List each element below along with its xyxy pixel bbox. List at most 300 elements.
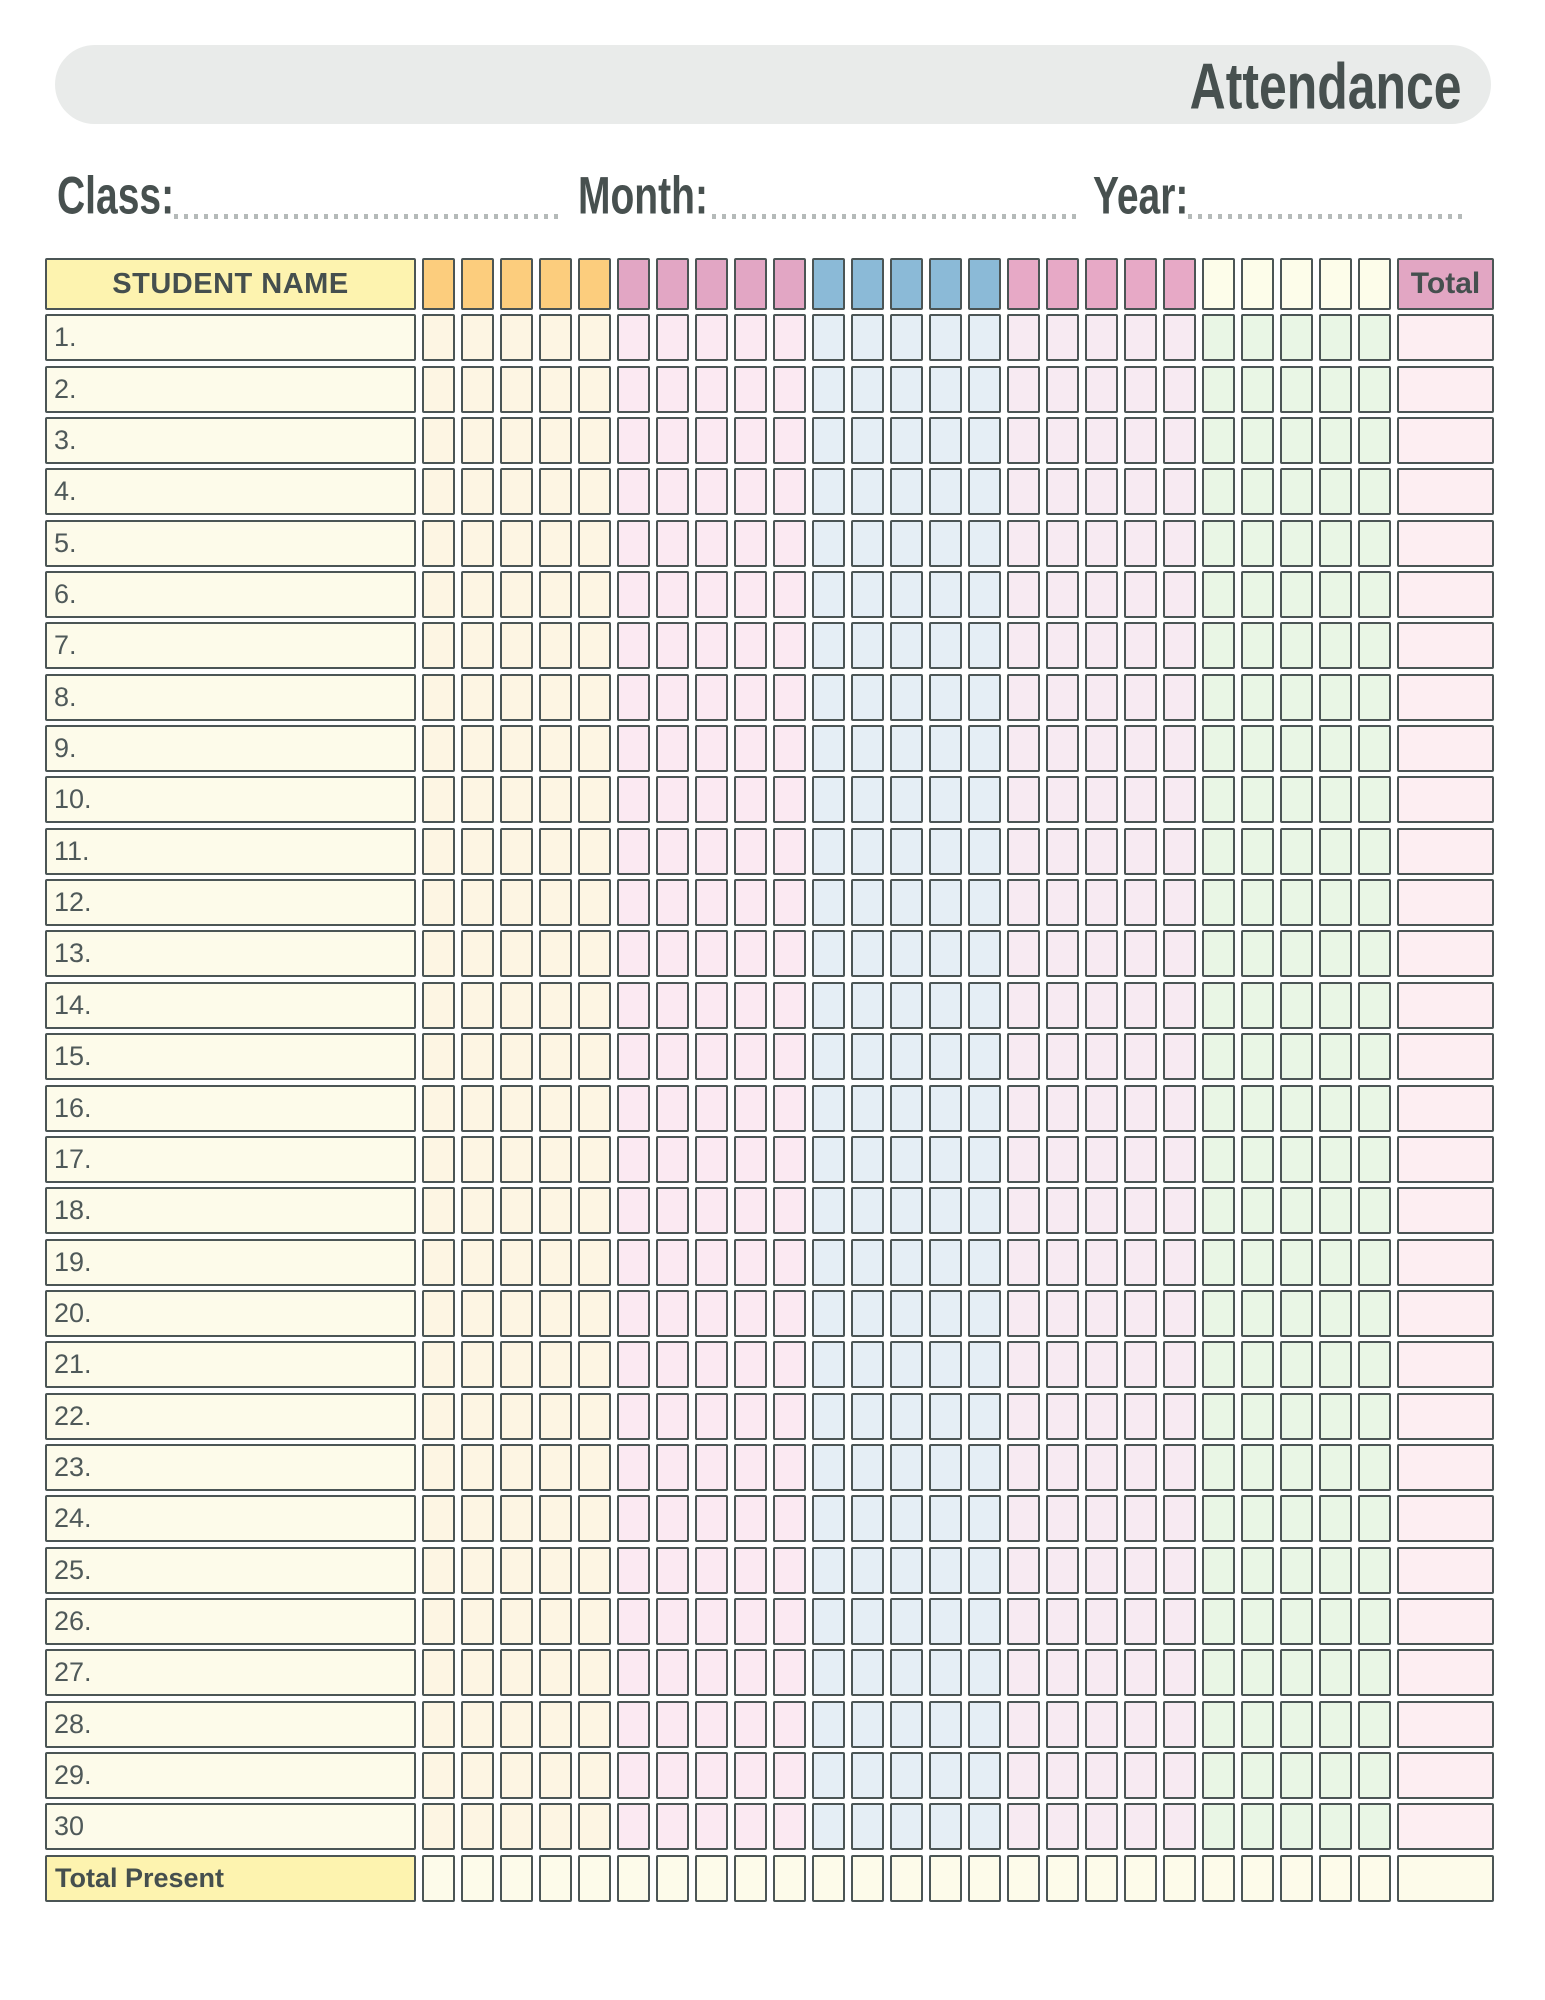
attendance-cell[interactable] (656, 1085, 689, 1132)
attendance-cell[interactable] (1046, 776, 1079, 823)
attendance-cell[interactable] (1124, 1341, 1157, 1388)
attendance-cell[interactable] (929, 1085, 962, 1132)
attendance-cell[interactable] (1280, 930, 1313, 977)
attendance-cell[interactable] (1319, 1187, 1352, 1234)
attendance-cell[interactable] (1358, 1444, 1391, 1491)
attendance-cell[interactable] (851, 1495, 884, 1542)
attendance-cell[interactable] (617, 1444, 650, 1491)
attendance-cell[interactable] (1124, 1701, 1157, 1748)
attendance-cell[interactable] (968, 1033, 1001, 1080)
attendance-cell[interactable] (968, 1547, 1001, 1594)
student-name-cell[interactable] (45, 1649, 416, 1696)
attendance-cell[interactable] (695, 1803, 728, 1850)
attendance-cell[interactable] (617, 1033, 650, 1080)
attendance-cell[interactable] (851, 1136, 884, 1183)
attendance-cell[interactable] (1319, 1701, 1352, 1748)
total-present-cell[interactable] (734, 1855, 767, 1902)
attendance-cell[interactable] (851, 1290, 884, 1337)
attendance-cell[interactable] (968, 468, 1001, 515)
attendance-cell[interactable] (1202, 1393, 1235, 1440)
attendance-cell[interactable] (1202, 1033, 1235, 1080)
attendance-cell[interactable] (1319, 1444, 1352, 1491)
attendance-cell[interactable] (890, 725, 923, 772)
attendance-cell[interactable] (734, 1085, 767, 1132)
attendance-cell[interactable] (1163, 1187, 1196, 1234)
attendance-cell[interactable] (812, 1598, 845, 1645)
attendance-cell[interactable] (1085, 1803, 1118, 1850)
attendance-cell[interactable] (617, 571, 650, 618)
attendance-cell[interactable] (500, 1598, 533, 1645)
attendance-cell[interactable] (695, 1290, 728, 1337)
attendance-cell[interactable] (539, 1701, 572, 1748)
attendance-cell[interactable] (734, 1803, 767, 1850)
attendance-cell[interactable] (734, 879, 767, 926)
student-name-cell[interactable] (45, 1290, 416, 1337)
attendance-cell[interactable] (812, 1495, 845, 1542)
month-field-line[interactable] (712, 214, 1078, 219)
total-cell[interactable] (1397, 879, 1494, 926)
attendance-cell[interactable] (422, 1290, 455, 1337)
attendance-cell[interactable] (1124, 1547, 1157, 1594)
attendance-cell[interactable] (1241, 1547, 1274, 1594)
attendance-cell[interactable] (1358, 1495, 1391, 1542)
attendance-cell[interactable] (1085, 520, 1118, 567)
attendance-cell[interactable] (461, 468, 494, 515)
attendance-cell[interactable] (734, 520, 767, 567)
total-cell[interactable] (1397, 725, 1494, 772)
attendance-cell[interactable] (617, 1495, 650, 1542)
student-name-cell[interactable] (45, 468, 416, 515)
total-cell[interactable] (1397, 417, 1494, 464)
attendance-cell[interactable] (812, 982, 845, 1029)
attendance-cell[interactable] (578, 776, 611, 823)
attendance-cell[interactable] (539, 776, 572, 823)
attendance-cell[interactable] (1241, 674, 1274, 721)
attendance-cell[interactable] (1319, 571, 1352, 618)
attendance-cell[interactable] (734, 1341, 767, 1388)
attendance-cell[interactable] (1280, 982, 1313, 1029)
attendance-cell[interactable] (851, 828, 884, 875)
attendance-cell[interactable] (617, 1803, 650, 1850)
attendance-cell[interactable] (1007, 520, 1040, 567)
attendance-cell[interactable] (422, 1239, 455, 1286)
attendance-cell[interactable] (1124, 776, 1157, 823)
attendance-cell[interactable] (929, 622, 962, 669)
attendance-cell[interactable] (500, 622, 533, 669)
attendance-cell[interactable] (422, 1187, 455, 1234)
attendance-cell[interactable] (1124, 1393, 1157, 1440)
total-present-cell[interactable] (1241, 1855, 1274, 1902)
attendance-cell[interactable] (656, 314, 689, 361)
attendance-cell[interactable] (1202, 1290, 1235, 1337)
attendance-cell[interactable] (968, 776, 1001, 823)
attendance-cell[interactable] (1124, 1239, 1157, 1286)
attendance-cell[interactable] (500, 417, 533, 464)
attendance-cell[interactable] (890, 622, 923, 669)
attendance-cell[interactable] (1202, 1341, 1235, 1388)
attendance-cell[interactable] (968, 1393, 1001, 1440)
attendance-cell[interactable] (1124, 1752, 1157, 1799)
attendance-cell[interactable] (851, 776, 884, 823)
attendance-cell[interactable] (1007, 1341, 1040, 1388)
attendance-cell[interactable] (1007, 1239, 1040, 1286)
attendance-cell[interactable] (1319, 1495, 1352, 1542)
attendance-cell[interactable] (1124, 1444, 1157, 1491)
attendance-cell[interactable] (539, 930, 572, 977)
attendance-cell[interactable] (578, 1444, 611, 1491)
attendance-cell[interactable] (968, 1649, 1001, 1696)
attendance-cell[interactable] (1202, 520, 1235, 567)
attendance-cell[interactable] (734, 1136, 767, 1183)
attendance-cell[interactable] (1085, 879, 1118, 926)
attendance-cell[interactable] (1007, 1649, 1040, 1696)
attendance-cell[interactable] (929, 520, 962, 567)
attendance-cell[interactable] (812, 468, 845, 515)
attendance-cell[interactable] (617, 725, 650, 772)
attendance-cell[interactable] (1319, 674, 1352, 721)
attendance-cell[interactable] (1319, 828, 1352, 875)
attendance-cell[interactable] (1046, 1393, 1079, 1440)
attendance-cell[interactable] (422, 622, 455, 669)
attendance-cell[interactable] (695, 1393, 728, 1440)
attendance-cell[interactable] (773, 1444, 806, 1491)
total-present-cell[interactable] (617, 1855, 650, 1902)
attendance-cell[interactable] (1241, 1598, 1274, 1645)
attendance-cell[interactable] (539, 1495, 572, 1542)
attendance-cell[interactable] (500, 982, 533, 1029)
attendance-cell[interactable] (851, 468, 884, 515)
attendance-cell[interactable] (968, 1187, 1001, 1234)
attendance-cell[interactable] (656, 468, 689, 515)
attendance-cell[interactable] (1280, 1547, 1313, 1594)
attendance-cell[interactable] (1085, 1701, 1118, 1748)
attendance-cell[interactable] (812, 1341, 845, 1388)
attendance-cell[interactable] (539, 1239, 572, 1286)
attendance-cell[interactable] (1163, 1803, 1196, 1850)
attendance-cell[interactable] (1358, 725, 1391, 772)
attendance-cell[interactable] (617, 776, 650, 823)
attendance-cell[interactable] (695, 982, 728, 1029)
attendance-cell[interactable] (1358, 1033, 1391, 1080)
attendance-cell[interactable] (1163, 674, 1196, 721)
attendance-cell[interactable] (1280, 1085, 1313, 1132)
attendance-cell[interactable] (968, 1598, 1001, 1645)
attendance-cell[interactable] (539, 1085, 572, 1132)
attendance-cell[interactable] (734, 1393, 767, 1440)
attendance-cell[interactable] (422, 1752, 455, 1799)
attendance-cell[interactable] (539, 314, 572, 361)
attendance-cell[interactable] (461, 1495, 494, 1542)
attendance-cell[interactable] (539, 1393, 572, 1440)
attendance-cell[interactable] (539, 1341, 572, 1388)
attendance-cell[interactable] (1163, 1290, 1196, 1337)
attendance-cell[interactable] (461, 417, 494, 464)
total-cell[interactable] (1397, 1393, 1494, 1440)
attendance-cell[interactable] (539, 982, 572, 1029)
student-name-cell[interactable] (45, 982, 416, 1029)
attendance-cell[interactable] (929, 1701, 962, 1748)
attendance-cell[interactable] (1202, 1598, 1235, 1645)
attendance-cell[interactable] (500, 1393, 533, 1440)
attendance-cell[interactable] (773, 468, 806, 515)
attendance-cell[interactable] (890, 1239, 923, 1286)
attendance-cell[interactable] (851, 1444, 884, 1491)
attendance-cell[interactable] (812, 725, 845, 772)
attendance-cell[interactable] (929, 930, 962, 977)
attendance-cell[interactable] (617, 1547, 650, 1594)
total-cell[interactable] (1397, 1033, 1494, 1080)
attendance-cell[interactable] (617, 1341, 650, 1388)
attendance-cell[interactable] (656, 1136, 689, 1183)
student-name-cell[interactable] (45, 1803, 416, 1850)
attendance-cell[interactable] (1319, 622, 1352, 669)
attendance-cell[interactable] (929, 1033, 962, 1080)
attendance-cell[interactable] (500, 314, 533, 361)
attendance-cell[interactable] (1124, 982, 1157, 1029)
attendance-cell[interactable] (656, 1033, 689, 1080)
attendance-cell[interactable] (812, 314, 845, 361)
attendance-cell[interactable] (1163, 1393, 1196, 1440)
attendance-cell[interactable] (1319, 930, 1352, 977)
attendance-cell[interactable] (851, 1393, 884, 1440)
attendance-cell[interactable] (461, 828, 494, 875)
attendance-cell[interactable] (578, 1136, 611, 1183)
attendance-cell[interactable] (1358, 1085, 1391, 1132)
attendance-cell[interactable] (812, 1752, 845, 1799)
total-cell[interactable] (1397, 1803, 1494, 1850)
attendance-cell[interactable] (500, 520, 533, 567)
attendance-cell[interactable] (851, 1701, 884, 1748)
attendance-cell[interactable] (1319, 1752, 1352, 1799)
attendance-cell[interactable] (1007, 1752, 1040, 1799)
attendance-cell[interactable] (1319, 1136, 1352, 1183)
attendance-cell[interactable] (1241, 622, 1274, 669)
attendance-cell[interactable] (890, 1444, 923, 1491)
attendance-cell[interactable] (422, 776, 455, 823)
attendance-cell[interactable] (1007, 1547, 1040, 1594)
attendance-cell[interactable] (1202, 417, 1235, 464)
attendance-cell[interactable] (734, 1752, 767, 1799)
total-cell[interactable] (1397, 1649, 1494, 1696)
attendance-cell[interactable] (578, 417, 611, 464)
student-name-cell[interactable] (45, 622, 416, 669)
attendance-cell[interactable] (1202, 725, 1235, 772)
attendance-cell[interactable] (1280, 314, 1313, 361)
attendance-cell[interactable] (968, 314, 1001, 361)
attendance-cell[interactable] (1358, 622, 1391, 669)
attendance-cell[interactable] (851, 879, 884, 926)
attendance-cell[interactable] (578, 1752, 611, 1799)
attendance-cell[interactable] (1163, 725, 1196, 772)
attendance-cell[interactable] (734, 776, 767, 823)
attendance-cell[interactable] (656, 1803, 689, 1850)
attendance-cell[interactable] (968, 520, 1001, 567)
attendance-cell[interactable] (890, 1547, 923, 1594)
attendance-cell[interactable] (1280, 879, 1313, 926)
attendance-cell[interactable] (656, 828, 689, 875)
attendance-cell[interactable] (851, 622, 884, 669)
attendance-cell[interactable] (578, 1085, 611, 1132)
attendance-cell[interactable] (422, 1598, 455, 1645)
attendance-cell[interactable] (851, 314, 884, 361)
attendance-cell[interactable] (539, 1033, 572, 1080)
attendance-cell[interactable] (968, 1495, 1001, 1542)
attendance-cell[interactable] (539, 1444, 572, 1491)
attendance-cell[interactable] (1280, 725, 1313, 772)
attendance-cell[interactable] (734, 366, 767, 413)
attendance-cell[interactable] (1124, 366, 1157, 413)
total-present-cell[interactable] (890, 1855, 923, 1902)
total-cell[interactable] (1397, 1752, 1494, 1799)
attendance-cell[interactable] (1202, 879, 1235, 926)
attendance-cell[interactable] (773, 1803, 806, 1850)
attendance-cell[interactable] (1319, 1239, 1352, 1286)
attendance-cell[interactable] (578, 366, 611, 413)
attendance-cell[interactable] (1202, 776, 1235, 823)
attendance-cell[interactable] (968, 1239, 1001, 1286)
attendance-cell[interactable] (968, 1444, 1001, 1491)
attendance-cell[interactable] (1124, 674, 1157, 721)
attendance-cell[interactable] (1319, 1033, 1352, 1080)
total-cell[interactable] (1397, 1239, 1494, 1286)
attendance-cell[interactable] (1046, 571, 1079, 618)
attendance-cell[interactable] (929, 1444, 962, 1491)
attendance-cell[interactable] (461, 1547, 494, 1594)
attendance-cell[interactable] (461, 776, 494, 823)
attendance-cell[interactable] (1085, 1547, 1118, 1594)
class-field-line[interactable] (174, 214, 564, 219)
attendance-cell[interactable] (734, 1598, 767, 1645)
total-present-cell[interactable] (812, 1855, 845, 1902)
attendance-cell[interactable] (539, 520, 572, 567)
attendance-cell[interactable] (1280, 1136, 1313, 1183)
attendance-cell[interactable] (461, 982, 494, 1029)
attendance-cell[interactable] (1163, 1033, 1196, 1080)
attendance-cell[interactable] (734, 468, 767, 515)
attendance-cell[interactable] (461, 1290, 494, 1337)
attendance-cell[interactable] (812, 1701, 845, 1748)
attendance-cell[interactable] (812, 674, 845, 721)
attendance-cell[interactable] (968, 1341, 1001, 1388)
attendance-cell[interactable] (422, 1495, 455, 1542)
attendance-cell[interactable] (929, 1187, 962, 1234)
attendance-cell[interactable] (1163, 520, 1196, 567)
attendance-cell[interactable] (1007, 1187, 1040, 1234)
attendance-cell[interactable] (812, 879, 845, 926)
attendance-cell[interactable] (890, 1341, 923, 1388)
attendance-cell[interactable] (890, 828, 923, 875)
attendance-cell[interactable] (1280, 1393, 1313, 1440)
attendance-cell[interactable] (929, 417, 962, 464)
attendance-cell[interactable] (656, 1341, 689, 1388)
attendance-cell[interactable] (1085, 314, 1118, 361)
attendance-cell[interactable] (1046, 1136, 1079, 1183)
attendance-cell[interactable] (1124, 622, 1157, 669)
attendance-cell[interactable] (1046, 1752, 1079, 1799)
attendance-cell[interactable] (1046, 1187, 1079, 1234)
attendance-cell[interactable] (851, 1085, 884, 1132)
attendance-cell[interactable] (890, 1598, 923, 1645)
student-name-cell[interactable] (45, 879, 416, 926)
attendance-cell[interactable] (539, 1187, 572, 1234)
attendance-cell[interactable] (1202, 1187, 1235, 1234)
attendance-cell[interactable] (1163, 1701, 1196, 1748)
attendance-cell[interactable] (734, 314, 767, 361)
attendance-cell[interactable] (890, 1495, 923, 1542)
attendance-cell[interactable] (1280, 366, 1313, 413)
attendance-cell[interactable] (461, 1803, 494, 1850)
total-present-cell[interactable] (656, 1855, 689, 1902)
attendance-cell[interactable] (1046, 1649, 1079, 1696)
attendance-cell[interactable] (461, 674, 494, 721)
attendance-cell[interactable] (422, 828, 455, 875)
attendance-cell[interactable] (851, 1752, 884, 1799)
attendance-cell[interactable] (578, 622, 611, 669)
attendance-cell[interactable] (929, 468, 962, 515)
total-cell[interactable] (1397, 930, 1494, 977)
attendance-cell[interactable] (617, 1752, 650, 1799)
total-cell[interactable] (1397, 1547, 1494, 1594)
total-present-cell[interactable] (1202, 1855, 1235, 1902)
attendance-cell[interactable] (1046, 674, 1079, 721)
attendance-cell[interactable] (1163, 879, 1196, 926)
attendance-cell[interactable] (1007, 1803, 1040, 1850)
total-cell[interactable] (1397, 366, 1494, 413)
attendance-cell[interactable] (1319, 1598, 1352, 1645)
attendance-cell[interactable] (695, 468, 728, 515)
attendance-cell[interactable] (500, 1495, 533, 1542)
attendance-cell[interactable] (812, 1033, 845, 1080)
attendance-cell[interactable] (1085, 674, 1118, 721)
attendance-cell[interactable] (422, 725, 455, 772)
attendance-cell[interactable] (1241, 1290, 1274, 1337)
attendance-cell[interactable] (1358, 1598, 1391, 1645)
attendance-cell[interactable] (929, 366, 962, 413)
attendance-cell[interactable] (656, 930, 689, 977)
attendance-cell[interactable] (1202, 1495, 1235, 1542)
attendance-cell[interactable] (1046, 1495, 1079, 1542)
attendance-cell[interactable] (1007, 1393, 1040, 1440)
attendance-cell[interactable] (1046, 1444, 1079, 1491)
total-cell[interactable] (1397, 1598, 1494, 1645)
attendance-cell[interactable] (734, 571, 767, 618)
attendance-cell[interactable] (617, 468, 650, 515)
attendance-cell[interactable] (1280, 776, 1313, 823)
attendance-cell[interactable] (890, 366, 923, 413)
attendance-cell[interactable] (617, 622, 650, 669)
attendance-cell[interactable] (773, 622, 806, 669)
attendance-cell[interactable] (734, 1495, 767, 1542)
attendance-cell[interactable] (1124, 1649, 1157, 1696)
attendance-cell[interactable] (539, 1649, 572, 1696)
attendance-cell[interactable] (812, 1187, 845, 1234)
attendance-cell[interactable] (812, 417, 845, 464)
attendance-cell[interactable] (812, 1803, 845, 1850)
total-cell[interactable] (1397, 1444, 1494, 1491)
attendance-cell[interactable] (695, 776, 728, 823)
attendance-cell[interactable] (773, 879, 806, 926)
attendance-cell[interactable] (1124, 571, 1157, 618)
attendance-cell[interactable] (929, 1136, 962, 1183)
attendance-cell[interactable] (1358, 520, 1391, 567)
attendance-cell[interactable] (1319, 1341, 1352, 1388)
attendance-cell[interactable] (890, 1649, 923, 1696)
attendance-cell[interactable] (578, 314, 611, 361)
student-name-cell[interactable] (45, 1341, 416, 1388)
attendance-cell[interactable] (1319, 417, 1352, 464)
attendance-cell[interactable] (1319, 468, 1352, 515)
total-present-cell[interactable] (773, 1855, 806, 1902)
